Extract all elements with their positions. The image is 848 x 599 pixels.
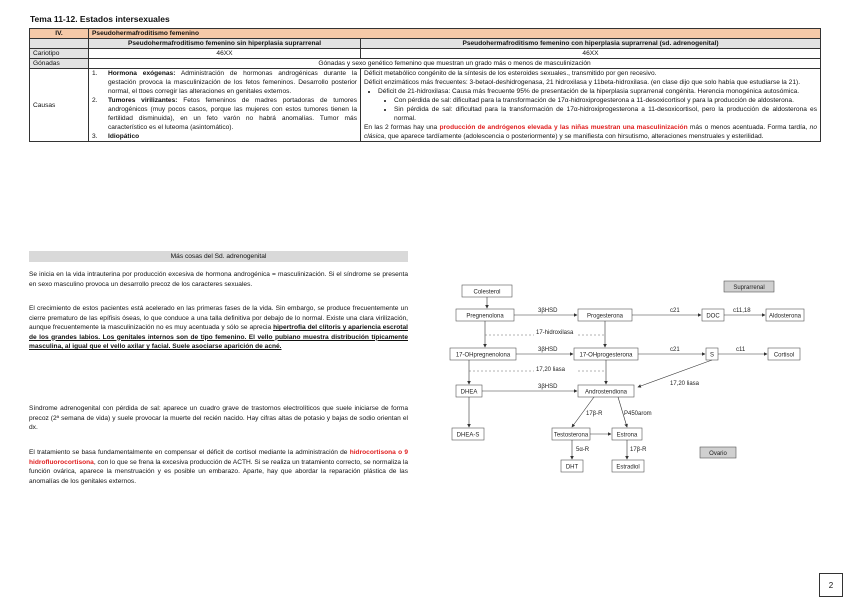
page-number: 2 <box>819 573 843 597</box>
label-3bhsd-2: 3βHSD <box>538 347 558 353</box>
cariotipo-col2: 46XX <box>361 49 821 59</box>
causa2-final: En las 2 formas hay una producción de andrógenos elevada y las niñas muestran una masculinización más o menos acentuada. Forma tardía, no clásica, que aparece tardíamente (adolescencia o posteriormente) y se manifiesta con hirsutismo, alteraciones menstruales y esterilidad. <box>364 124 818 140</box>
dhea-s: DHEA-S <box>456 432 480 439</box>
causa2-sub2: • Sin pérdida de sal: dificultad para la transformación de 17α-hidroxiprogesterona a 11-desoxicortisol, pero la producción de aldosterona es normal. <box>394 105 817 123</box>
section-title: Pseudohermafroditismo femenino <box>89 29 821 39</box>
steroid-pathway-diagram <box>438 275 808 486</box>
causas-col1 <box>89 69 361 142</box>
cariotipo-label: Cariotipo <box>30 49 89 59</box>
section-number: IV. <box>30 29 89 39</box>
paragraph-2: El crecimiento de estos pacientes está acelerado en las primeras fases de la vida. Sin embargo, se produce frecuentemente un cierre prematuro de las epífisis óseas, lo que conduce a una talla definitiva por debajo de lo normal. Existe una clara virilización, aunque frecuentemente la masculinización no es muy acentuada y sólo se aprecia hipertrofia del clítoris y apariencia escrotal de los grandes labios. Los genitales internos son de tipo femenino. El vello pubiano muestra distribución típicamente masculina, al igual que el vello axilar y facial. Suele asociarse aparición de acné. <box>29 305 408 350</box>
label-p450arom: P450arom <box>624 411 652 417</box>
label-17br-2: 17β-R <box>630 447 647 453</box>
causas-col2 <box>361 69 821 142</box>
gonadas-row <box>30 59 821 69</box>
17-ohprogesterona: 17-OHprogesterona <box>579 352 633 359</box>
estradiol: Estradiol <box>616 464 640 471</box>
causa-item-2: 2. Tumores virilizantes: Fetos femeninos de madres portadoras de tumores androgénicos (muy pocos casos, porque las mujeres con estos tumores tienen la fertilidad disminuida), en un feto varón no habrá anomalías. Tumor más característico es el luteoma (asintomático). <box>92 97 358 131</box>
label-17br-1: 17β-R <box>586 411 603 417</box>
document-title: Tema 11-12. Estados intersexuales <box>30 14 170 24</box>
gonadas-text: Gónadas y sexo genético femenino que muestran un grado más o menos de masculinización <box>89 59 821 69</box>
androstendiona: Androstendiona <box>584 389 628 396</box>
cariotipo-col1: 46XX <box>89 49 361 59</box>
label-1720-liasa-1: 17,20 liasa <box>536 367 566 373</box>
label-3bhsd-1: 3βHSD <box>538 308 558 314</box>
causas-row <box>30 69 821 142</box>
estrona: Estrona <box>616 432 638 439</box>
doc: DOC <box>706 313 720 320</box>
causa2-line1: Déficit metabólico congénito de la síntesis de los esteroides sexuales., transmitido por gen recesivo. <box>364 70 657 77</box>
s-compound: S <box>709 352 715 359</box>
label-c21-2: c21 <box>670 347 680 353</box>
pregnenolona: Pregnenolona <box>466 313 504 320</box>
paragraph-1: Se inicia en la vida intrauterina por producción excesiva de hormona androgénica = masculinización. Si el síndrome se presenta en sexo masculino provoca un desarrollo precoz de los caracteres sexuales. <box>29 271 408 288</box>
label-c1118: c11,18 <box>733 308 751 314</box>
progesterona: Progesterona <box>586 313 624 320</box>
dhea: DHEA <box>460 389 478 396</box>
suprarrenal-label: Suprarrenal <box>733 285 765 291</box>
paragraph-4: El tratamiento se basa fundamentalmente en compensar el déficit de cortisol mediante la administración de hidrocortisona o 9 hidrofluorocortisona, con lo que se frena la excesiva producción de ACTH. Si se realiza un tratamiento correcto, se normaliza la función ovárica, aparece la menstruación y es posible un embarazo. Aparte, hay que abordar la reparación plástica de las anomalías de los genitales externos. <box>29 449 408 485</box>
causa2-bullet-main: • Déficit de 21-hidroxilasa: Causa más frecuente 95% de presentación de la hiperplasia suprarrenal congénita. Herencia monogénica autosómica. <box>378 87 817 96</box>
testosterona: Testosterona <box>553 432 589 439</box>
dht: DHT <box>565 464 579 471</box>
intersex-table <box>29 28 821 142</box>
cariotipo-row <box>30 49 821 59</box>
label-1720-liasa-2: 17,20 liasa <box>670 381 700 387</box>
causa2-sub1: • Con pérdida de sal: dificultad para la transformación de 17α-hidroxiprogesterona a 11-desoxicortisol y para la producción de aldosterona. <box>394 96 817 105</box>
section-header-row <box>30 29 821 39</box>
aldosterona: Aldosterona <box>768 313 802 320</box>
label-c11: c11 <box>736 347 746 353</box>
label-5ar: 5α-R <box>576 447 590 453</box>
colesterol: Colesterol <box>473 289 501 296</box>
gonadas-label: Gónadas <box>30 59 89 69</box>
col1-header: Pseudohermafroditismo femenino sin hiperplasia suprarrenal <box>89 39 361 49</box>
causas-label: Causas <box>30 69 89 142</box>
ovario-label: Ovario <box>709 451 727 457</box>
col2-header: Pseudohermafroditismo femenino con hiperplasia suprarrenal (sd. adrenogenital) <box>361 39 821 49</box>
column-header-row <box>30 39 821 49</box>
label-17-hidroxilasa: 17-hidroxilasa <box>536 330 574 336</box>
subheader: Más cosas del Sd. adrenogenital <box>29 251 408 262</box>
cortisol: Cortisol <box>773 352 795 359</box>
causa-item-3: 3. Idiopático <box>92 133 140 140</box>
17-ohpregnenolona: 17-OHpregnenolona <box>455 352 511 359</box>
causa2-line2: Déficit enzimáticos más frecuentes: 3-betaol-deshidrogenasa, 21 hidroxilasa y 11beta-hidroxilasa. (en clase dijo que solo había que estudiarse la 21). <box>364 79 801 86</box>
label-c21-1: c21 <box>670 308 680 314</box>
paragraph-3: Síndrome adrenogenital con pérdida de sal: aparece un cuadro grave de trastornos electrolíticos que suele iniciarse de forma precoz (2ª semana de vida) y suele provocar la muerte del recién nacido. Hay cifras altas de potasio y bajas de sodio orientan el dx. <box>29 405 408 431</box>
label-3bhsd-3: 3βHSD <box>538 384 558 390</box>
causa-item-1: 1. Hormona exógenas: Administración de hormonas androgénicas durante la gestación provoca la masculinización de los fetos femeninos. Desarrollo posterior normal, el ttoes corregir las alteraciones en genitales externos. <box>92 70 357 95</box>
